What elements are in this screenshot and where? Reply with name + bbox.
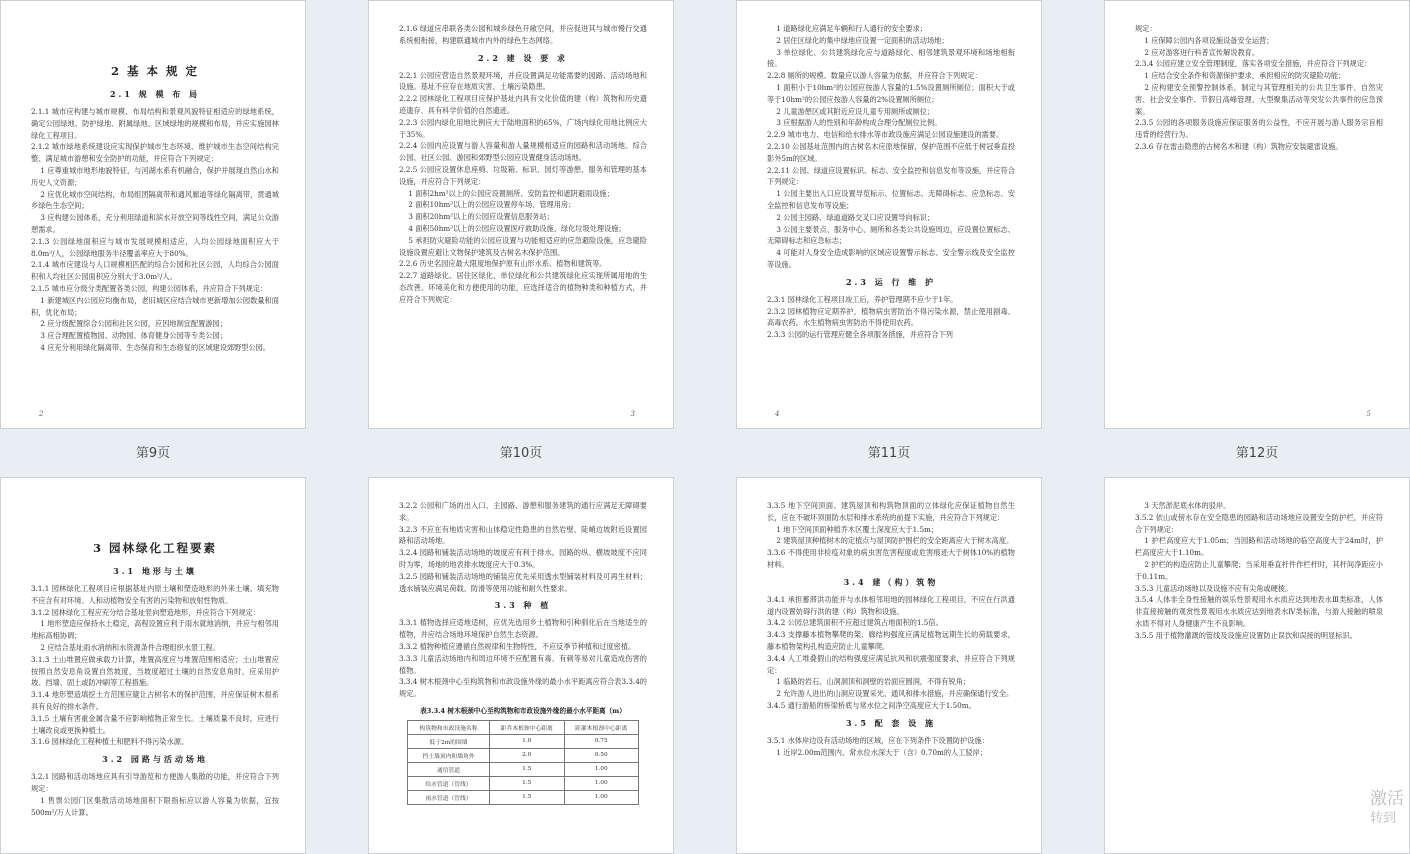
section-title: 2.3 运 行 维 护: [845, 276, 937, 287]
page-number: 5: [1366, 410, 1371, 418]
list-item: 5 承担防灾避险功能的公园应设置与功能相适应的应急避险设施，应急避险设施设置应避让文物保护建筑及古树名木保护范围。: [399, 235, 647, 257]
list-item: 2 应优化城市空间结构，布局组团隔离带和通风廊道等绿化隔离带，贯通城乡绿色生态空间；: [31, 189, 279, 211]
page-content: [1, 478, 305, 828]
list-item: 2 建筑屋顶种植树木的定植点与屋顶防护围栏的安全距离应大于树木高度。: [776, 536, 1014, 546]
clause-paragraph: 2.1.4 城市应建设与人口规模相匹配的综合公园和社区公园，人均综合公园面积和人均社区公园面积应分别大于3.0m²/人。: [31, 260, 279, 282]
list-item: 4 应充分利用绿化隔离带、生态保育和生态修复的区域建设郊野型公园。: [40, 342, 271, 352]
table-cell: 给水管道（管线）: [408, 776, 490, 790]
table-cell: 1.5: [490, 776, 564, 790]
table-row: [408, 790, 639, 804]
document-page[interactable]: [368, 0, 674, 429]
table-cell: 1.00: [564, 762, 639, 776]
list-item: 4 可能对人身安全造成影响的区域应设置警示标志、安全警示线及安全监控等设施。: [767, 248, 1015, 269]
table-row: [408, 762, 639, 776]
list-item: 1 新建城区内公园应均衡布局，老旧城区应结合城市更新增加公园数量和面积，优化布局；: [31, 295, 279, 317]
clause-paragraph: 2.2.4 公园内应设置与游人容量和游人量规模相适应的园路和活动场地。综合公园、社区公园、游园和郊野型公园应设置健身活动场地。: [399, 141, 647, 163]
clause-paragraph: 2.2.2 园林绿化工程项目应保护基址内具有文化价值的建（构）筑物和历史遗迹遗存、具有科学价值的自然遗迹。: [399, 94, 647, 115]
table-cell: 雨水管道（管线）: [408, 790, 490, 804]
list-item: 4 面积50hm²以上的公园应设置医疗救助设施、绿化垃圾处理设施；: [408, 223, 626, 233]
table-header-cell: 构筑物和市政设施名称: [408, 720, 490, 734]
page-content: [1, 1, 305, 364]
table-row: [408, 748, 639, 762]
section-title: 3.5 配 套 设 施: [845, 717, 937, 728]
list-item: 3 面积20hm²以上的公园应设置信息服务站；: [408, 212, 554, 222]
watermark-line-1: 激活: [1370, 789, 1404, 809]
table-cell: 1.00: [564, 776, 639, 790]
table-cell: 2.0: [490, 748, 564, 762]
table-cell: 通信管道: [408, 762, 490, 776]
table-row: [408, 734, 639, 748]
list-item: 2 居住区绿化的集中绿地应设置一定面积的活动场地；: [776, 35, 949, 45]
clause-paragraph: 3.3.4 树木根颈中心至构筑物和市政设施外缘的最小水平距离应符合表3.3.4的规定。: [399, 677, 647, 699]
document-page[interactable]: [736, 477, 1042, 854]
list-item: 3 应构建公园体系，充分利用绿道和滨水开放空间等线性空间，满足公众游憩需求。: [31, 213, 279, 234]
page-caption: 第10页: [499, 446, 543, 461]
clause-paragraph: 3.5.3 儿童活动场地以及设施不应有尖角或硬棱。: [1135, 583, 1293, 593]
clause-paragraph: 2.3.6 存在雷击隐患的古树名木和建（构）筑物应安装避雷设施。: [1135, 141, 1343, 151]
clause-paragraph: 2.2.1 公园应营造自然景观环境，并应设置满足功能需要的园路、活动场地和设施。基址不应存在地质灾害、土壤污染隐患。: [399, 70, 647, 92]
list-item: 1 护栏高度应大于1.05m；当园路和活动场地的临空高度大于24m时，护栏高度应大于1.10m。: [1135, 536, 1383, 558]
table-cell: 0.75: [564, 734, 639, 748]
list-item: 1 应尊重城市地形地貌特征，与河湖水系有机融合，保护并展现自然山水和历史人文资源；: [31, 165, 279, 187]
table-header-row: [408, 720, 639, 734]
section-title: 2.2 建 设 要 求: [477, 52, 569, 63]
document-page[interactable]: [736, 0, 1042, 429]
clause-paragraph: 3.1.6 园林绿化工程种植土和肥料不得污染水源。: [31, 737, 189, 747]
table-title: 表3.3.4 树木根颈中心至构筑物和市政设施外缘的最小水平距离（m）: [420, 706, 626, 715]
list-item: 1 售票公园门区集散活动场地面积下限指标应以游人容量为依据，宜按500m²/万人计算。: [31, 795, 279, 817]
clause-paragraph: 3.1.1 园林绿化工程项目应根据基址内原土壤和塑造地形的外来土壤、填充物不应含有对环境、人和动植物安全有害的污染物和放射性物质。: [31, 584, 279, 605]
clause-paragraph: 2.2.11 公园、绿道应设置标识、标志、安全监控和信息发布等设施，并应符合下列规定：: [767, 165, 1015, 187]
list-item: 3 单位绿化、公共建筑绿化应与道路绿化、相邻建筑景观环境和场地相衔接。: [767, 47, 1015, 69]
list-item: 2 公园主园路、绿道道路交叉口应设置导向标识；: [776, 212, 935, 222]
clause-paragraph: 3.4.2 公园总建筑面积不应超过建筑占地面积的1.5倍。: [767, 618, 943, 628]
watermark-line-2: 转到: [1370, 811, 1397, 826]
clause-paragraph: 3.1.3 土山堆置应做承载力计算，堆置高度应与堆置范围相适应；土山堆置应按照自然安息角设置自然坡度，当坡度超过土壤的自然安息角时，应采用护坡、挡墙、固土或防冲刷等工程措施。: [31, 654, 279, 688]
activation-watermark: [1370, 788, 1410, 828]
page-caption: 第9页: [135, 446, 171, 461]
clause-paragraph: 2.2.10 公园基址范围内的古树名木应原地保留，保护范围不应低于树冠垂直投影外5m的区域。: [767, 141, 1015, 163]
list-item: 2 护栏的构造应防止儿童攀爬；当采用垂直杆件作栏杆时，其杆间净距应小于0.11m。: [1135, 559, 1383, 581]
table-cell: 1.0: [490, 734, 564, 748]
clause-paragraph: 3.4.5 通行游船的桥梁桥底与常水位之间净空高度应大于1.50m。: [767, 700, 976, 710]
clause-paragraph: 3.5.2 依山或傍水存在安全隐患的园路和活动场地应设置安全防护栏，并应符合下列规定：: [1135, 512, 1383, 534]
section-title: 3.2 园路与活动场地: [102, 754, 208, 765]
clause-paragraph: 2.3.2 园林植物应定期养护，植物病虫害防治不得污染水源，禁止使用剧毒、高毒农药，水生植物病虫害防治不得使用农药。: [767, 306, 1015, 328]
clause-paragraph: 2.2.5 公园应设置休息座椅、垃圾箱、标识、园灯等游憩、服务和管理的基本设施，并应符合下列规定：: [399, 164, 647, 186]
section-title: 2.1 规 模 布 局: [109, 89, 201, 99]
table-cell: 0.50: [564, 748, 639, 762]
page-content: [1105, 478, 1409, 652]
clause-paragraph: 3.3.2 植物种植应遵循自然规律和生物特性，不应反季节种植和过度密植。: [399, 641, 636, 651]
clause-paragraph: 2.1.2 城市绿地系统建设应实现保护城市生态环境、维护城市生态空间结构完整、满足城市游憩和安全防护的功能，并应符合下列规定：: [31, 142, 279, 164]
document-page[interactable]: [0, 0, 306, 429]
clause-paragraph: 3.3.6 不得使用非检疫对象的病虫害危害程度或危害痕迹大于树体10%的植物材料。: [767, 548, 1015, 569]
document-page[interactable]: [368, 477, 674, 854]
table-cell: 1.00: [564, 790, 639, 804]
table-cell: 挡土墙顶内和墙角外: [408, 748, 490, 762]
clause-paragraph: 2.2.6 历史名园应最大限度地保护原有山形水系、植物和建筑等。: [399, 259, 607, 269]
list-item: 3 应合理配置植物园、动物园、体育健身公园等专类公园；: [40, 331, 227, 341]
clause-paragraph: 3.2.4 园路和铺装活动场地的坡度应有利于排水。园路的纵、横坡坡度不应同时为零，场地的地表排水坡度应大于0.3%。: [399, 548, 647, 569]
clause-paragraph: 2.2.9 城市电力、电信和给水排水等市政设施应满足公园设施建设的需要。: [767, 130, 1004, 140]
list-item: 1 面积小于10hm²的公园应按游人容量的1.5%设置厕所厕位；面积大于或等于10hm²的公园应按游人容量的2%设置厕所厕位；: [767, 82, 1015, 104]
clause-paragraph: 3.2.1 园路和活动场地应具有引导游览和方便游人集散的功能，并应符合下列规定：: [31, 772, 279, 793]
clause-paragraph: 2.3.4 公园应建立安全管理制度，落实各项安全措施，并应符合下列规定：: [1135, 59, 1372, 69]
list-item: 2 应结合基址雨水消纳和水资源条件合理组织水景工程。: [40, 642, 220, 652]
chapter-title: 2 基 本 规 定: [110, 64, 200, 78]
distance-table: [407, 720, 639, 805]
clause-paragraph: 3.1.4 地形塑造填挖土方范围应避让古树名木的保护范围，并应保证树木根系具有良好的排水条件。: [31, 690, 279, 711]
clause-paragraph: 2.3.3 公园的运行管理应健全各项服务措施，并应符合下列: [767, 330, 953, 340]
table-cell: 1.5: [490, 790, 564, 804]
list-item: 1 近岸2.00m范围内、常水位水深大于（含）0.70m的人工驳岸；: [776, 747, 987, 757]
table-header-cell: 距乔木根颈中心距离: [490, 720, 564, 734]
document-page[interactable]: [0, 477, 306, 854]
table-row: [408, 776, 639, 790]
page-content: [737, 478, 1041, 768]
clause-paragraph: 2.2.7 道路绿化、居住区绿化、单位绿化和公共建筑绿化应实现所属用地的生态改善、环境美化和方便使用的功能，应选择适合的植物种类和种植方式，并应符合下列规定：: [399, 271, 647, 304]
clause-paragraph: 3.1.2 园林绿化工程应充分结合基址竖向塑造地形，并应符合下列规定：: [31, 607, 261, 617]
clause-paragraph: 3.3.5 地下空间顶面、建筑屋顶和构筑物顶面的立体绿化应保证植物自然生长，应在不破坏顶面防水层和排水系统的前提下实施，并应符合下列规定：: [767, 501, 1015, 522]
clause-paragraph: 3.4.4 人工堆叠假山的结构强度应满足抗风和抗震强度要求，并应符合下列规定：: [767, 653, 1015, 675]
table-cell: 低于2m的围墙: [408, 734, 490, 748]
page-caption: 第11页: [867, 446, 911, 461]
page-number: 2: [39, 410, 44, 418]
list-item: 2 允许游人进出的山洞应设置采光、通风和排水措施，并应确保通行安全。: [776, 689, 1014, 699]
list-item: 1 面积2hm²以上的公园应设置厕所、安防监控和遮阴避雨设施；: [408, 188, 614, 198]
clause-paragraph: 3.5.5 用于植物灌溉的管线及设施应设置防止误饮和误接的明显标识。: [1135, 630, 1357, 640]
clause-paragraph: 3.4.1 承担蓄滞洪功能并与水体相邻用地的园林绿化工程项目，不应在行洪通道内设置妨碍行洪的建（构）筑物和设施。: [767, 594, 1015, 616]
list-item: 2 儿童游憩区或其附近应设儿童专用厕所或厕位；: [776, 106, 935, 116]
clause-paragraph: 3.3.1 植物选择应适地适树，应优先选用乡土植物和引种驯化后在当地适生的植物，并应结合场地环境保护自然生态资源。: [399, 618, 647, 640]
clause-paragraph: 2.3.1 园林绿化工程项目竣工后，养护管理期不应少于1年。: [767, 294, 958, 304]
list-item: 1 应结合安全条件和资源保护要求，承担相应的防灾避险功能；: [1144, 71, 1346, 81]
list-item: 1 应保障公园内各项设施设备安全运营；: [1144, 35, 1274, 45]
clause-paragraph: 3.2.3 不应在有地质灾害和山体稳定性隐患的自然岩壁、陡峭边坡附近设置园路和活动场地。: [399, 524, 647, 546]
page-content: [369, 1, 673, 316]
list-item: 1 临路的岩石、山洞洞顶和洞壁的岩面应圆润，不得有锐角；: [776, 677, 971, 687]
document-page[interactable]: [1104, 477, 1410, 854]
list-item: 1 地下空间顶面种植乔木区覆土深度应大于1.5m；: [776, 524, 939, 534]
clause-paragraph: 3.2.5 园路和铺装活动场地的铺装应优先采用透水型铺装材料及可再生材料；透水铺装应满足荷载、防滑等使用功能和耐久性要求。: [399, 571, 647, 593]
clause-paragraph: 2.1.5 城市应分级分类配置各类公园，构建公园体系，并应符合下列规定：: [31, 283, 268, 293]
clause-paragraph: 3.5.1 水体岸边设有活动场地的区域，应在下列条件下设置防护设施：: [767, 735, 989, 745]
page-caption: 第12页: [1235, 446, 1279, 461]
clause-paragraph: 2.1.6 绿道应串联各类公园和城乡绿色开敞空间，并应促进其与城市慢行交通系统相衔接，构建联通城市内外的绿色生态网络。: [399, 24, 647, 45]
list-item: 2 应对游客进行科普宣传解说教育。: [1144, 47, 1260, 57]
clause-paragraph: 3.1.5 土壤有害重金属含量不应影响植物正常生长。土壤质量不良时，应进行土壤改良或更换种植土。: [31, 713, 279, 735]
section-title: 3.4 建（构）筑物: [843, 576, 939, 587]
clause-paragraph: 2.3.5 公园的各项服务设施应保证服务的公益性，不应开展与游人服务宗旨相违背的经营行为。: [1135, 118, 1383, 140]
clause-paragraph: 3.3.3 儿童活动场地内和周边环境不应配置有毒、有刺等易对儿童造成伤害的植物。: [399, 653, 647, 675]
clause-paragraph: 3.5.4 人体非全身性接触的娱乐性景观用水水质应达到地表水Ⅲ类标准，人体非直接接触的观赏性景观用水水质应达到地表水Ⅳ类标准，与游人接触的喷泉水质不得对人身健康产生不良影响。: [1135, 595, 1383, 628]
list-item: 1 公园主要出入口应设置导览标示、位置标志、无障碍标志、应急标志、安全监控和信息发布等设施；: [767, 189, 1015, 210]
list-item: 2 应构建安全预警控制体系，制定与其管理相关的公共卫生事件、自然灾害、社会安全事件、节假日高峰管理、大型聚集活动等突发公共事件的应急预案。: [1135, 82, 1383, 116]
clause-paragraph: 规定：: [1135, 24, 1157, 33]
list-item: 3 天然淤泥底水体的驳岸。: [1144, 501, 1231, 510]
page-content: [1105, 1, 1409, 163]
table-cell: 1.5: [490, 762, 564, 776]
list-item: 1 道路绿化应满足车辆和行人通行的安全要求；: [776, 24, 927, 33]
clause-paragraph: 3.2.2 公园和广场的出入口、主园路、游憩和服务建筑的通行应满足无障碍要求。: [399, 501, 647, 522]
clause-paragraph: 2.1.1 城市应构建与城市规模、布局结构和景观风貌特征相适应的绿地系统，确定公园绿地、防护绿地、附属绿地、区域绿地的规模和布局，并应实施园林绿化工程项目。: [31, 107, 279, 140]
page-content: [737, 1, 1041, 351]
section-title: 3.1 地形与土壤: [113, 566, 197, 576]
clause-paragraph: 3.4.3 支撑藤本植物攀爬的架、廊结构强度应满足植物远期生长的荷载要求，藤本植物架构孔构造应防止儿童攀爬。: [767, 630, 1015, 651]
list-item: 2 应分级配置综合公园和社区公园，应因地制宜配置游园；: [40, 319, 227, 329]
page-content: [369, 478, 673, 815]
section-title: 3.3 种 植: [494, 600, 552, 611]
table-header-cell: 距灌木根颈中心距离: [564, 720, 639, 734]
clause-paragraph: 2.2.8 厕所的规模、数量应以游人容量为依据，并应符合下列规定：: [767, 71, 982, 81]
list-item: 2 面积10hm²以上的公园应设置停车场、管理用房；: [408, 200, 576, 210]
page-number: 3: [630, 410, 635, 418]
chapter-title: 3 园林绿化工程要素: [92, 541, 217, 555]
clause-paragraph: 2.2.3 公园内绿化用地比例应大于陆地面积的65%，广场内绿化用地比例应大于35%。: [399, 117, 647, 139]
document-page[interactable]: [1104, 0, 1410, 429]
page-number: 4: [775, 410, 780, 418]
list-item: 1 地形塑造应保持水土稳定，高程设置应利于雨水就地消纳，并应与相邻用地标高相协调；: [31, 619, 279, 641]
clause-paragraph: 2.1.3 公园绿地面积应与城市发展规模相适应，人均公园绿地面积应大于8.0m²/人，公园绿地服务半径覆盖率应大于80%。: [31, 236, 279, 258]
list-item: 3 公园主要景点、服务中心、厕所和各类公共设施周边，应设置位置标志、无障碍标志和应急标志；: [767, 224, 1015, 246]
list-item: 3 应根据游人的性别和年龄构成合理分配厕位比例。: [776, 118, 942, 128]
